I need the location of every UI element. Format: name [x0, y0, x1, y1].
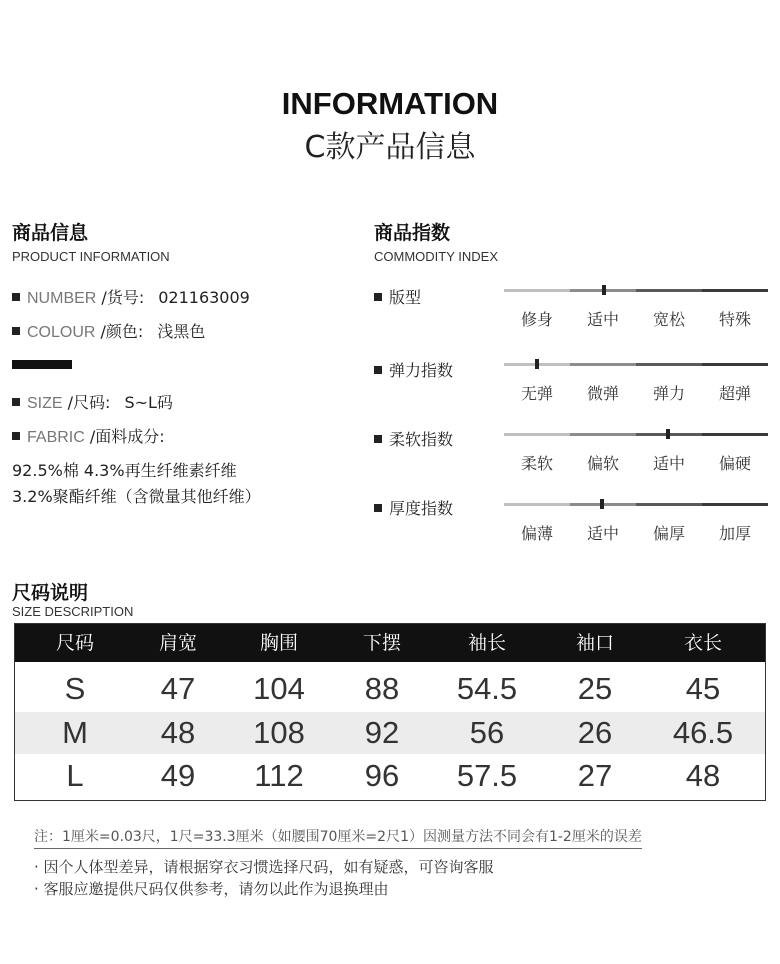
index-row-label [374, 285, 421, 308]
bullet-icon [374, 435, 382, 443]
table-cell: 54.5 [456, 671, 518, 706]
fabric-label-cn: /面料成分: [84, 427, 165, 446]
commodity-index-title: 商品指数 [374, 222, 451, 244]
scale-option-label: 宽松 [652, 310, 685, 329]
product-info-title: 商品信息 [12, 222, 89, 244]
size-label-cn: /尺码: [62, 393, 111, 412]
table-row [15, 712, 765, 754]
scale-option-label: 修身 [520, 310, 553, 329]
scale-segment [504, 433, 570, 436]
scale-option-label: 偏薄 [520, 524, 553, 543]
size-description-title: 尺码说明 [12, 582, 89, 604]
table-cell: 49 [160, 758, 196, 793]
index-scale [504, 363, 766, 366]
table-cell: 88 [364, 671, 400, 706]
table-cell: 104 [253, 671, 305, 706]
bullet-icon [12, 432, 20, 440]
size-description-subtitle: SIZE DESCRIPTION [12, 604, 134, 619]
index-scale [504, 289, 766, 292]
commodity-index-subtitle: COMMODITY INDEX [374, 249, 498, 264]
number-label-en: NUMBER [27, 290, 97, 307]
bullet-icon [374, 293, 382, 301]
table-cell: 47 [160, 671, 196, 706]
size-table-header [15, 624, 765, 662]
scale-segment [570, 363, 636, 366]
product-info-subtitle: PRODUCT INFORMATION [12, 249, 170, 264]
fabric-row [12, 424, 165, 447]
index-label-text: 弹力指数 [389, 361, 454, 380]
page-title: INFORMATION [281, 86, 499, 121]
table-cell: 48 [685, 758, 721, 793]
table-row [15, 755, 765, 797]
table-cell: 26 [577, 715, 613, 750]
scale-segment [504, 503, 570, 506]
scale-segment [702, 433, 768, 436]
table-header-cell: 肩宽 [158, 632, 197, 654]
table-cell: 25 [577, 671, 613, 706]
scale-option-label: 弹力 [652, 384, 685, 403]
index-scale [504, 433, 766, 436]
colour-value: 浅黑色 [157, 322, 206, 341]
table-header-cell: 衣长 [683, 632, 722, 654]
colour-row [12, 319, 205, 342]
scale-option-label: 适中 [586, 310, 619, 329]
table-cell: 27 [577, 758, 613, 793]
scale-option-label: 微弹 [586, 384, 619, 403]
size-label-en: SIZE [27, 395, 63, 412]
table-header-cell: 袖长 [467, 632, 506, 654]
number-label-cn: /货号: [96, 288, 145, 307]
colour-label-en: COLOUR [27, 324, 96, 341]
scale-option-label: 柔软 [520, 454, 553, 473]
scale-segment [702, 289, 768, 292]
scale-segment [636, 363, 702, 366]
tip-line-1: · 因个人体型差异，请根据穿衣习惯选择尺码，如有疑惑，可咨询客服 [34, 858, 494, 876]
scale-segment [636, 289, 702, 292]
scale-option-label: 适中 [652, 454, 685, 473]
table-cell: 46.5 [672, 715, 734, 750]
table-cell: 96 [364, 758, 400, 793]
index-scale [504, 503, 766, 506]
divider-bar [12, 360, 72, 369]
scale-marker [602, 285, 606, 295]
index-row-label [374, 427, 453, 450]
size-table [14, 623, 766, 801]
scale-option-label: 偏厚 [652, 524, 685, 543]
fabric-line-1: 92.5%棉 4.3%再生纤维素纤维 [12, 461, 237, 480]
table-cell: 48 [160, 715, 196, 750]
table-cell: 108 [253, 715, 305, 750]
table-header-cell: 下摆 [362, 632, 401, 654]
scale-option-label: 超弹 [718, 384, 751, 403]
size-value: S~L码 [124, 393, 173, 412]
page-subtitle: C款产品信息 [304, 130, 476, 165]
index-label-text: 版型 [389, 288, 422, 307]
index-row-label [374, 496, 453, 519]
scale-segment [504, 289, 570, 292]
table-cell: 112 [254, 758, 304, 793]
scale-option-label: 特殊 [718, 310, 751, 329]
bullet-icon [12, 398, 20, 406]
table-cell: M [62, 715, 88, 750]
table-row [15, 668, 765, 710]
scale-option-label: 无弹 [520, 384, 553, 403]
fabric-line-2: 3.2%聚酯纤维（含微量其他纤维） [12, 487, 261, 506]
scale-marker [600, 499, 604, 509]
fabric-label-en: FABRIC [27, 429, 85, 446]
scale-option-label: 适中 [586, 524, 619, 543]
scale-marker [535, 359, 539, 369]
number-value: 021163009 [158, 288, 250, 307]
bullet-icon [374, 366, 382, 374]
size-row [12, 390, 173, 413]
scale-marker [666, 429, 670, 439]
scale-option-label: 加厚 [718, 524, 751, 543]
table-header-cell: 袖口 [575, 632, 614, 654]
number-row [12, 285, 250, 308]
bullet-icon [374, 504, 382, 512]
index-row-label [374, 358, 453, 381]
table-cell: 92 [364, 715, 400, 750]
index-label-text: 厚度指数 [389, 499, 454, 518]
bullet-icon [12, 293, 20, 301]
table-cell: 56 [469, 715, 505, 750]
table-cell: 45 [685, 671, 721, 706]
scale-option-label: 偏硬 [718, 454, 751, 473]
scale-segment [636, 503, 702, 506]
colour-label-cn: /颜色: [95, 322, 144, 341]
scale-segment [570, 433, 636, 436]
table-cell: S [64, 671, 86, 706]
table-header-cell: 尺码 [55, 632, 94, 654]
bullet-icon [12, 327, 20, 335]
scale-segment [702, 363, 768, 366]
scale-option-label: 偏软 [586, 454, 619, 473]
table-header-cell: 胸围 [259, 632, 298, 654]
tip-line-2: · 客服应邀提供尺码仅供参考，请勿以此作为退换理由 [34, 880, 389, 898]
index-label-text: 柔软指数 [389, 430, 454, 449]
measurement-note: 注：1厘米=0.03尺，1尺=33.3厘米（如腰围70厘米=2尺1）因测量方法不同会有1-2厘米的误差 [34, 826, 642, 849]
table-cell: L [66, 758, 84, 793]
table-cell: 57.5 [456, 758, 518, 793]
scale-segment [702, 503, 768, 506]
